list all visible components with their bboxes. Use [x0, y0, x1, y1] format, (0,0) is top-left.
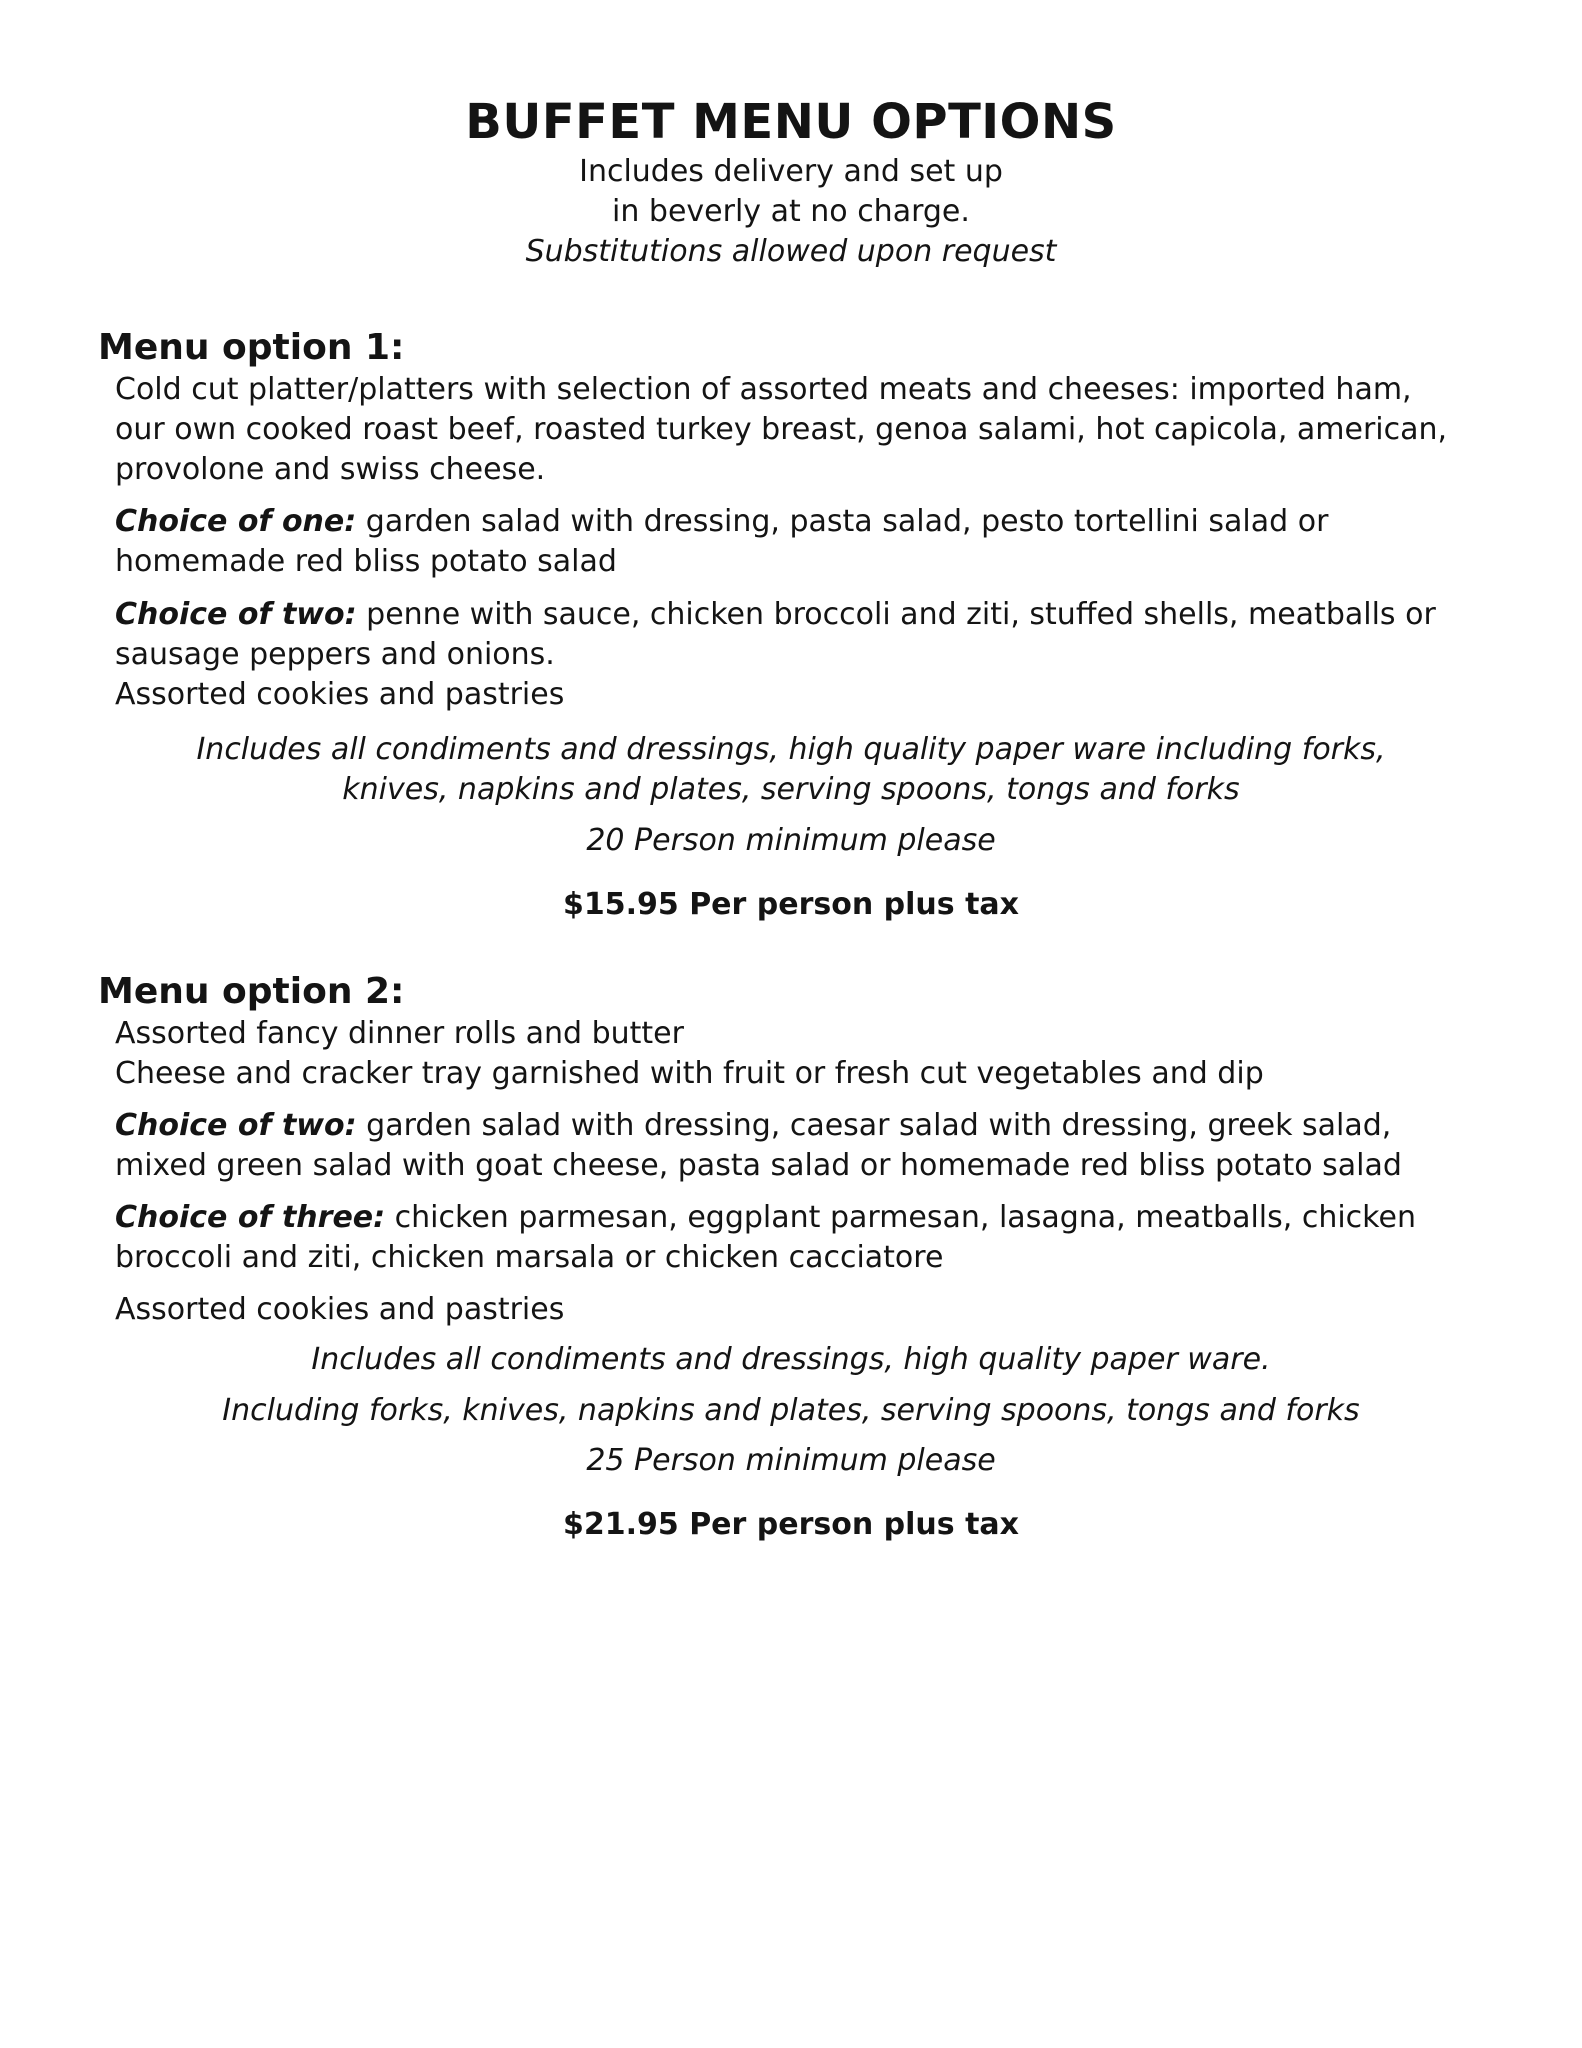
header-substitutions-note: Substitutions allowed upon request [525, 234, 1057, 269]
option-1-minimum: 20 Person minimum please [586, 823, 996, 858]
choice-label: Choice of three: [115, 1200, 386, 1235]
option-1-dessert: Assorted cookies and pastries [115, 677, 565, 712]
menu-option-1-heading: Menu option 1: [98, 327, 405, 368]
option-2-minimum: 25 Person minimum please [586, 1443, 996, 1478]
choice-text-line-1: garden salad with dressing, caesar salad with dressing, greek salad, [356, 1108, 1392, 1143]
page-title: BUFFET MENU OPTIONS [465, 94, 1117, 150]
choice-text-line-1: garden salad with dressing, pasta salad, pesto tortellini salad or [356, 504, 1329, 539]
menu-header [0, 92, 1582, 272]
option-2-dessert: Assorted cookies and pastries [115, 1292, 565, 1327]
choice-label: Choice of two: [115, 1108, 357, 1143]
option-2-description-line-1: Assorted fancy dinner rolls and butter [115, 1016, 684, 1051]
choice-text-line-2: broccoli and ziti, chicken marsala or chicken cacciatore [115, 1240, 944, 1275]
menu-option-2-heading: Menu option 2: [98, 971, 405, 1012]
choice-label: Choice of two: [115, 597, 357, 632]
option-1-description [115, 370, 1495, 490]
option-1-choice-of-one [115, 502, 1495, 582]
header-location-line: in beverly at no charge. [612, 194, 970, 229]
option-1-description-line-1: Cold cut platter/platters with selection of assorted meats and cheeses: imported ham, [115, 372, 1412, 407]
option-2-description [115, 1014, 1495, 1094]
option-2-choice-of-three [115, 1198, 1495, 1278]
option-2-choice-of-two [115, 1106, 1495, 1186]
option-1-includes-line-1: Includes all condiments and dressings, high quality paper ware including forks, [196, 732, 1386, 767]
choice-label: Choice of one: [115, 504, 357, 539]
option-1-includes-line-2: knives, napkins and plates, serving spoons, tongs and forks [342, 772, 1240, 807]
choice-text-line-1: chicken parmesan, eggplant parmesan, lasagna, meatballs, chicken [385, 1200, 1416, 1235]
choice-text-line-2: sausage peppers and onions. [115, 637, 555, 672]
choice-text-line-2: mixed green salad with goat cheese, pasta salad or homemade red bliss potato salad [115, 1148, 1402, 1183]
choice-text-line-2: homemade red bliss potato salad [115, 544, 617, 579]
option-1-description-line-3: provolone and swiss cheese. [115, 452, 546, 487]
option-1-price: $15.95 Per person plus tax [562, 887, 1020, 922]
option-2-includes-line-1: Includes all condiments and dressings, high quality paper ware. [311, 1342, 1271, 1377]
choice-text-line-1: penne with sauce, chicken broccoli and ziti, stuffed shells, meatballs or [356, 597, 1436, 632]
option-2-includes-line-2: Including forks, knives, napkins and plates, serving spoons, tongs and forks [222, 1393, 1360, 1428]
option-2-price: $21.95 Per person plus tax [562, 1507, 1020, 1542]
option-1-description-line-2: our own cooked roast beef, roasted turkey breast, genoa salami, hot capicola, american, [115, 412, 1448, 447]
option-1-choice-of-two [115, 595, 1495, 715]
option-2-description-line-2: Cheese and cracker tray garnished with fruit or fresh cut vegetables and dip [115, 1056, 1264, 1091]
header-delivery-line: Includes delivery and set up [579, 154, 1003, 189]
